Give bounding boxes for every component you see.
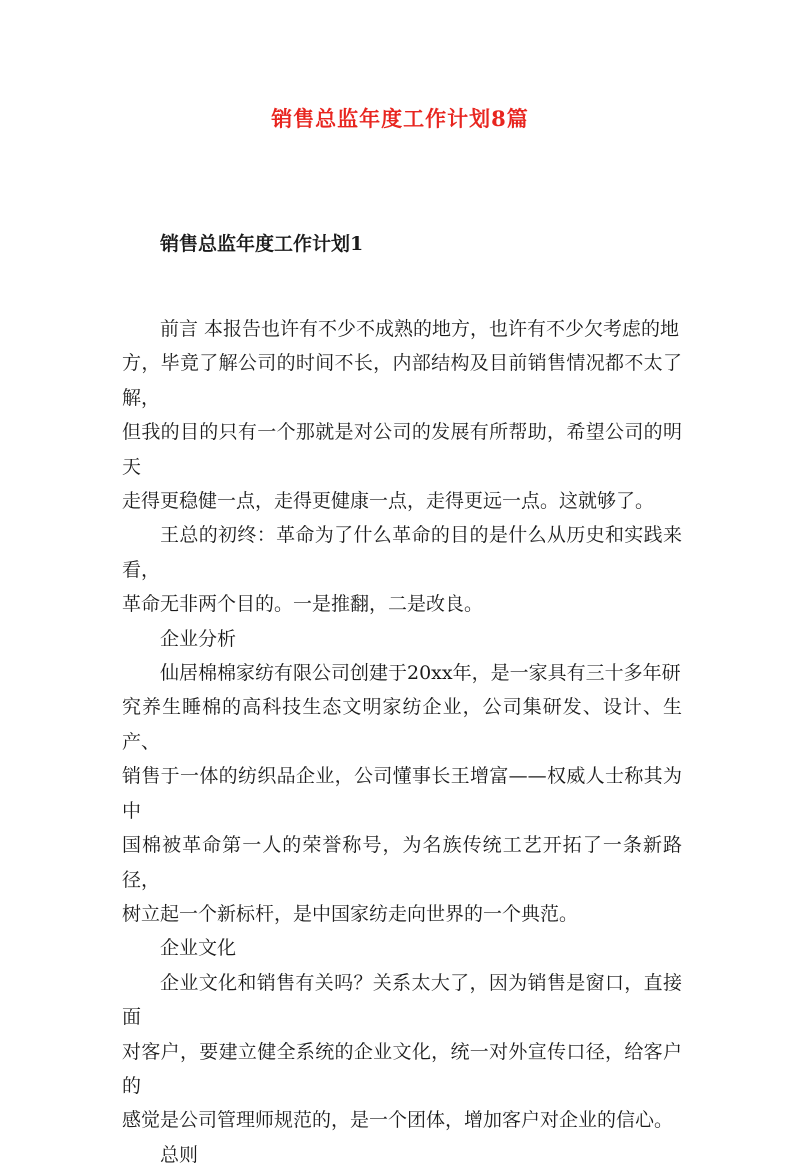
paragraph-line: 销售于一体的纺织品企业，公司懂事长王增富——权威人士称其为中 <box>122 765 682 822</box>
subheading-general-rules <box>122 1138 682 1172</box>
paragraph-line: 感觉是公司管理师规范的，是一个团体，增加客户对企业的信心。 <box>122 1109 674 1132</box>
subheading-company-culture <box>122 931 682 965</box>
paragraph-line: 企业文化和销售有关吗？关系太大了，因为销售是窗口，直接面 <box>122 971 682 1029</box>
subheading-company-analysis <box>122 622 682 656</box>
paragraph-line: 对客户，要建立健全系统的企业文化，统一对外宣传口径，给客户的 <box>122 1040 682 1097</box>
paragraph-line: 仙居棉棉家纺有限公司创建于20xx年，是一家具有三十多年研 <box>160 662 681 685</box>
section-title: 销售总监年度工作计划1 <box>160 233 364 255</box>
paragraph-original-intent <box>122 518 682 621</box>
paragraph-line: 但我的目的只有一个那就是对公司的发展有所帮助，希望公司的明天 <box>122 421 682 478</box>
paragraph-line: 前言 本报告也许有不少不成熟的地方，也许有不少欠考虑的地 <box>160 318 680 340</box>
paragraph-company-culture <box>122 966 682 1138</box>
paragraph-preface <box>122 312 682 518</box>
subheading-text: 企业文化 <box>160 937 237 960</box>
paragraph-line: 国棉被革命第一人的荣誉称号，为名族传统工艺开拓了一条新路径， <box>122 834 682 891</box>
subheading-text: 企业分析 <box>160 627 237 650</box>
paragraph-line: 革命无非两个目的。一是推翻，二是改良。 <box>122 593 484 616</box>
paragraph-company-analysis <box>122 656 682 931</box>
document-body <box>122 312 682 1172</box>
paragraph-line: 究养生睡棉的高科技生态文明家纺企业，公司集研发、设计、生产、 <box>122 696 682 753</box>
paragraph-line: 走得更稳健一点，走得更健康一点，走得更远一点。这就够了。 <box>122 490 655 513</box>
paragraph-line: 方，毕竟了解公司的时间不长，内部结构及目前销售情况都不太了解， <box>122 352 682 409</box>
document-title: 销售总监年度工作计划8篇 <box>271 106 529 131</box>
subheading-text: 总则 <box>160 1143 199 1166</box>
paragraph-line: 王总的初终：革命为了什么革命的目的是什么从历史和实践来看， <box>122 524 682 581</box>
paragraph-line: 树立起一个新标杆，是中国家纺走向世界的一个典范。 <box>122 902 579 925</box>
